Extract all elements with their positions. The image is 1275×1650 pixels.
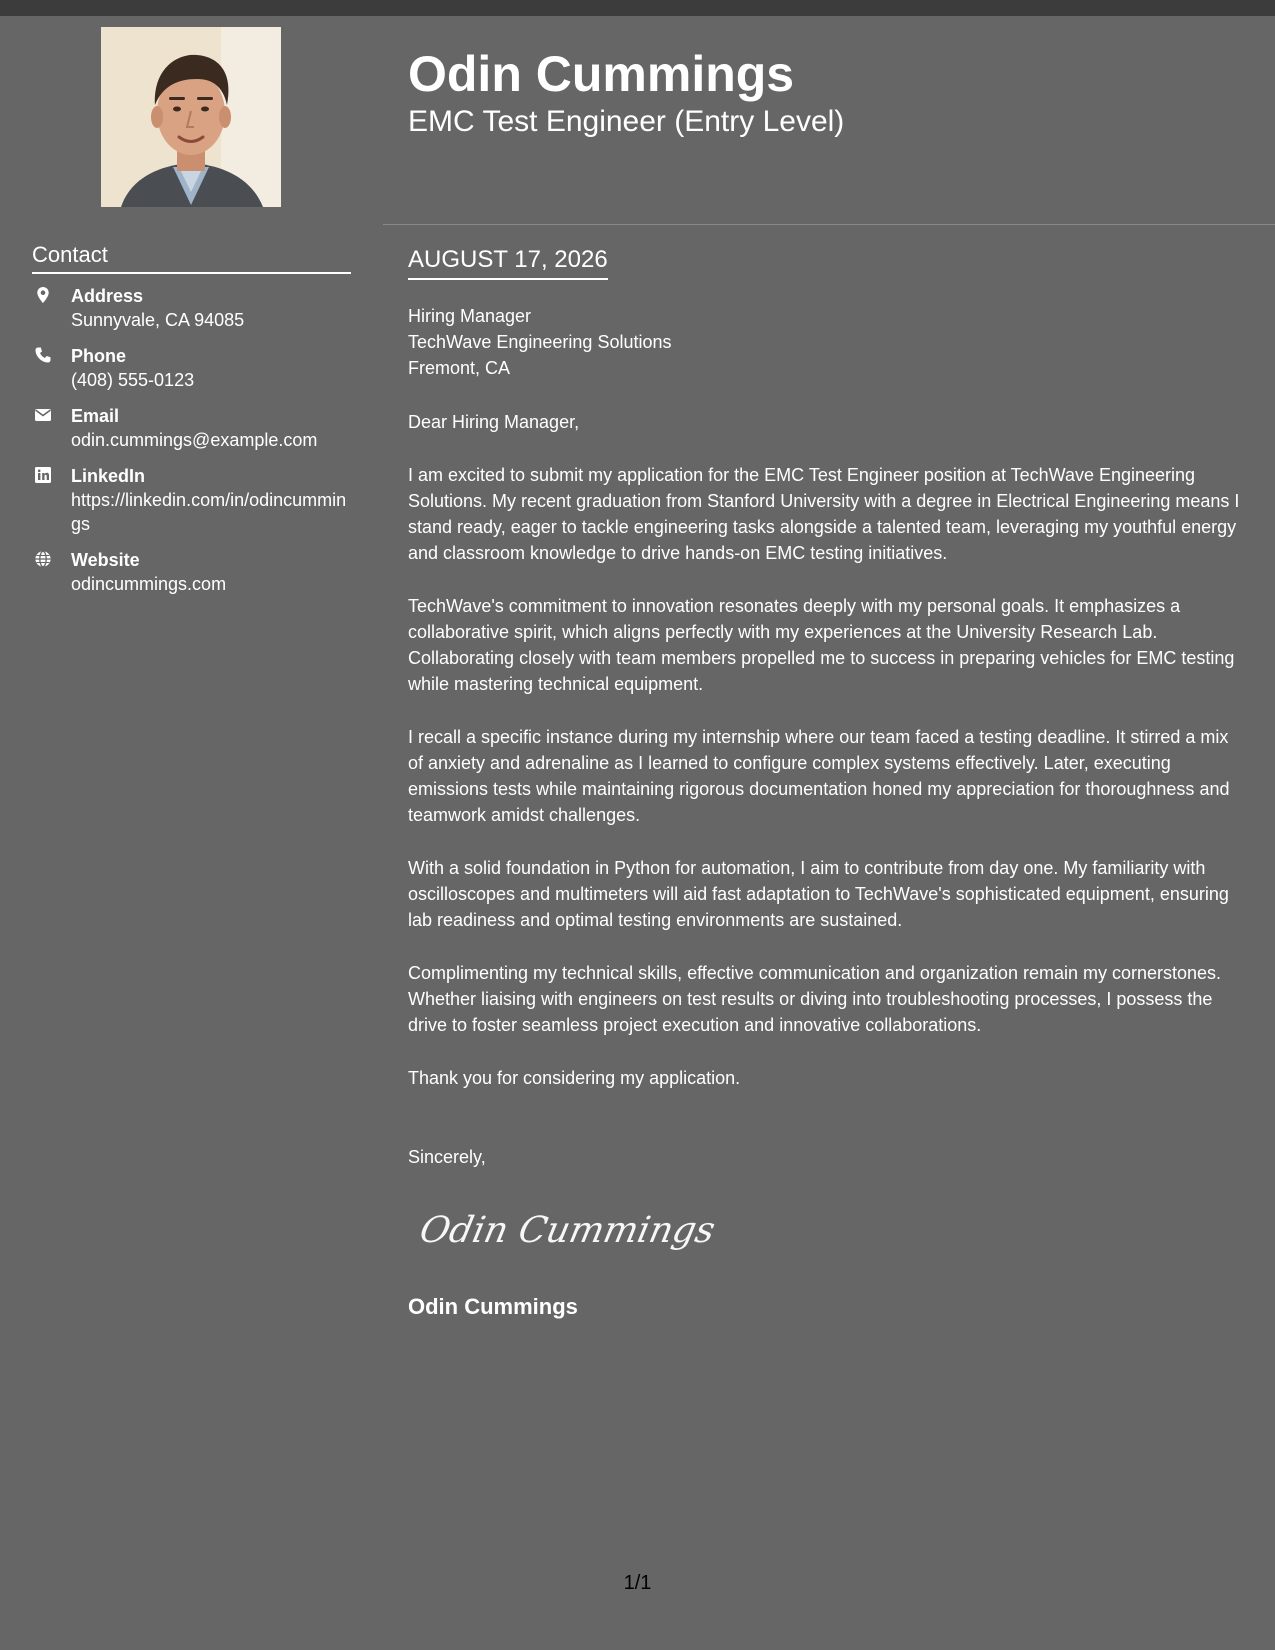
recipient-block (408, 303, 1248, 381)
body-paragraph: I recall a specific instance during my internship where our team faced a testing deadline. It stirred a mix of anxiety and adrenaline as I learned to configure complex systems effectively. Later, executing emissions tests while maintaining rigorous documentation honed my appreciation for thoroughness and teamwork amidst challenges. (408, 727, 1230, 825)
applicant-name: Odin Cummings (408, 46, 795, 102)
contact-item-address (32, 284, 352, 332)
globe-icon (34, 550, 52, 568)
letter-date: AUGUST 17, 2026 (408, 244, 608, 280)
letter-body (408, 303, 1248, 1197)
contact-item-website (32, 548, 352, 596)
address-value: Sunnyvale, CA 94085 (71, 310, 245, 330)
page-number: 1/1 (623, 1572, 652, 1594)
contact-item-phone (32, 344, 352, 392)
closing: Sincerely, (408, 1147, 486, 1167)
email-value[interactable]: odin.cummings@example.com (71, 430, 318, 450)
job-title: EMC Test Engineer (Entry Level) (408, 105, 845, 138)
contact-list (32, 284, 352, 608)
top-bar (0, 0, 1275, 16)
body-paragraph: I am excited to submit my application for the EMC Test Engineer position at TechWave Engineering Solutions. My recent graduation from Stanford University with a degree in Electrical Engineering means I stand ready, eager to tackle engineering tasks alongside a talented team, leveraging my youthful energy and classroom knowledge to drive hands-on EMC testing initiatives. (408, 465, 1240, 563)
body-paragraph: TechWave's commitment to innovation resonates deeply with my personal goals. It emphasizes a collaborative spirit, which aligns perfectly with my experiences at the University Research Lab. Collaborating closely with team members propelled me to success in preparing vehicles for EMC testing while mastering technical equipment. (408, 596, 1235, 694)
recipient-line: Hiring Manager (408, 306, 532, 326)
body-paragraph: Complimenting my technical skills, effective communication and organization remain my cornerstones. Whether liaising with engineers on test results or diving into troubleshooting processes, I possess the drive to foster seamless project execution and innovative collaborations. (408, 963, 1222, 1035)
signer-name: Odin Cummings (408, 1294, 578, 1319)
linkedin-value[interactable]: https://linkedin.com/in/odincummings (71, 490, 347, 534)
contact-label: Phone (71, 346, 127, 366)
contact-heading: Contact (32, 240, 351, 274)
linkedin-icon (34, 466, 52, 484)
recipient-line: TechWave Engineering Solutions (408, 332, 672, 352)
contact-label: Address (71, 286, 144, 306)
envelope-icon (34, 406, 52, 424)
location-pin-icon (34, 286, 52, 304)
contact-label: Email (71, 406, 120, 426)
phone-value: (408) 555-0123 (71, 370, 195, 390)
contact-label: Website (71, 550, 140, 570)
website-value[interactable]: odincummings.com (71, 574, 227, 594)
contact-item-linkedin (32, 464, 352, 536)
contact-item-email (32, 404, 352, 452)
avatar (101, 27, 281, 207)
signature (415, 1200, 720, 1260)
recipient-line: Fremont, CA (408, 358, 511, 378)
header-divider (383, 224, 1275, 225)
svg-text:Odin Cummings: Odin Cummings (416, 1208, 720, 1251)
contact-label: LinkedIn (71, 466, 146, 486)
body-paragraph: With a solid foundation in Python for automation, I aim to contribute from day one. My familiarity with oscilloscopes and multimeters will aid fast adaptation to TechWave's sophisticated equipment, ensuring lab readiness and optimal testing environments are sustained. (408, 858, 1229, 930)
profile-photo (101, 27, 281, 207)
thank-you-line: Thank you for considering my application. (408, 1068, 741, 1088)
salutation: Dear Hiring Manager, (408, 412, 580, 432)
phone-icon (34, 346, 52, 364)
